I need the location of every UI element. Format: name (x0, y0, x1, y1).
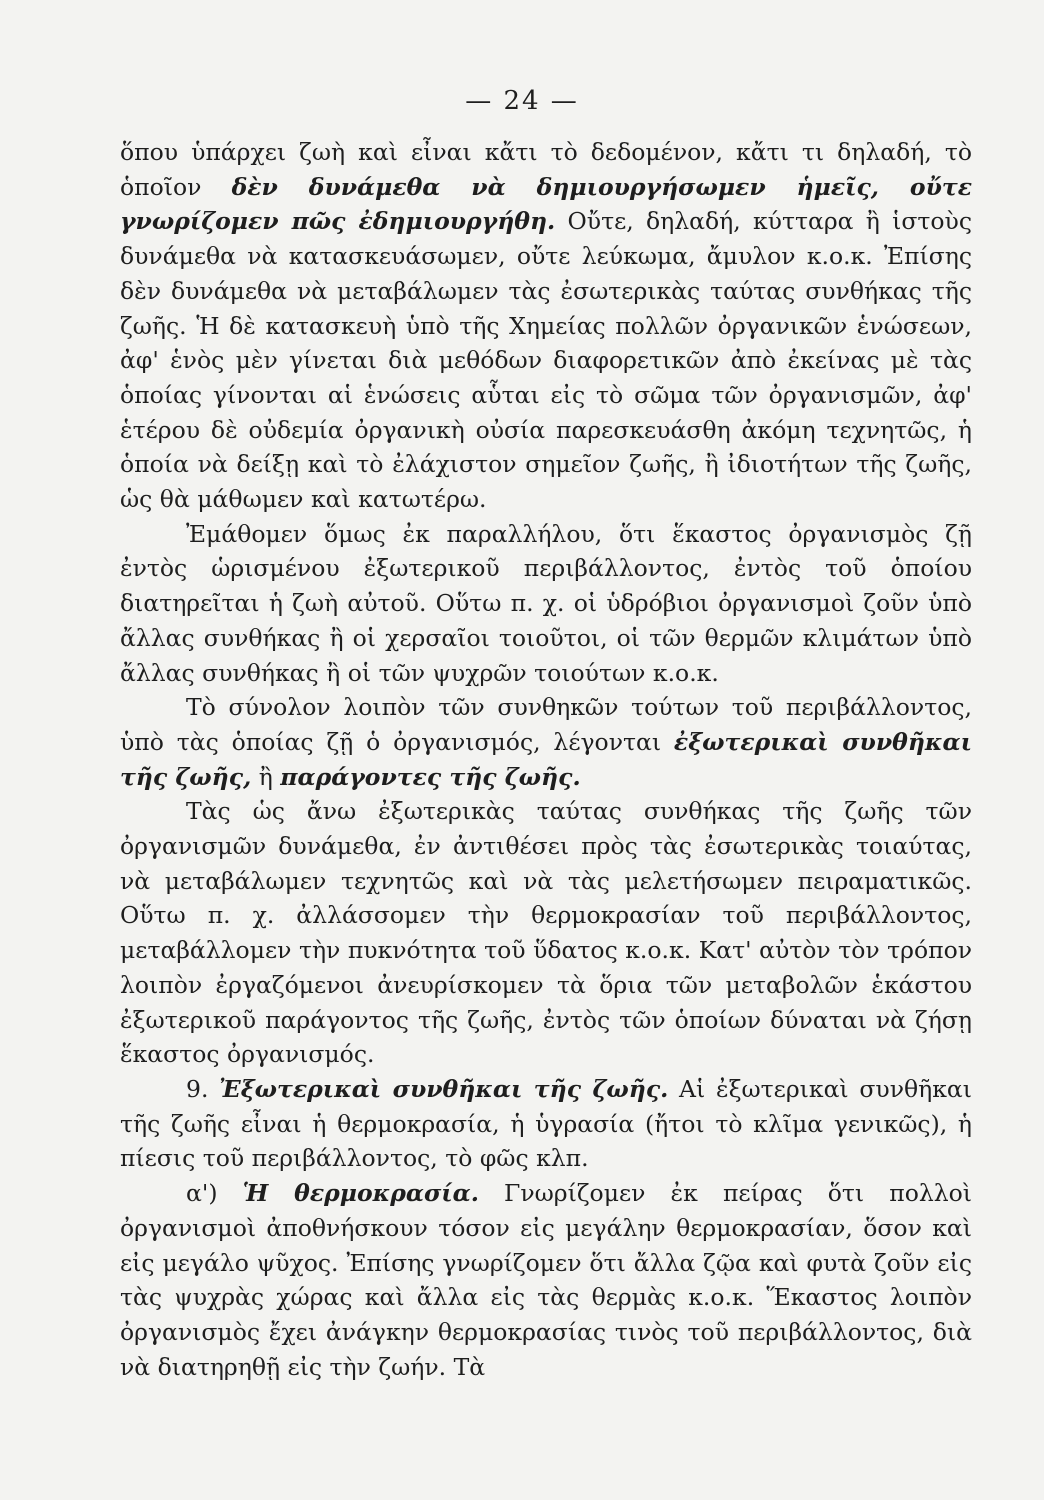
text-run: Τὸ σύνολον λοιπὸν τῶν συνθηκῶν τούτων τοῦ περιβάλλοντος, ὑπὸ τὰς ὁποίας ζῇ ὁ ὀργανισμός, λέγονται (120, 693, 972, 756)
emphasized-text: παράγοντες τῆς ζωῆς. (280, 762, 581, 791)
section-heading: Ἐξωτερικαὶ συνθῆκαι τῆς ζωῆς. (219, 1074, 669, 1103)
text-run: Τὰς ὡς ἄνω ἐξωτερικὰς ταύτας συνθήκας τῆς ζωῆς τῶν ὀργανισμῶν δυνάμεθα, ἐν ἀντιθέσει πρὸς τὰς ἐσωτερικὰς τοιαύτας, νὰ μεταβάλωμεν τεχνητῶς καὶ νὰ τὰς μελετήσωμεν πειραματικῶς. Οὕτω π. χ. ἀλλάσσομεν τὴν θερμοκρασίαν τοῦ περιβάλλοντος, μεταβάλλομεν τὴν πυκνότητα τοῦ ὕδατος κ.ο.κ. Κατ' αὐτὸν τὸν τρόπον λοιπὸν ἐργαζόμενοι ἀνευρίσκομεν τὰ ὅρια τῶν μεταβολῶν ἑκάστου ἐξωτερικοῦ παράγοντος τῆς ζωῆς, ἐντὸς τῶν ὁποίων δύναται νὰ ζήσῃ ἕκαστος ὀργανισμός. (120, 797, 972, 1069)
text-run: ὅπου ὑπάρχει ζωὴ καὶ εἶναι κἄτι τὸ δεδομένον, κἄτι τι δηλαδή, τὸ ὁποῖον (120, 138, 972, 201)
text-run: Ἐμάθομεν ὅμως ἐκ παραλλήλου, ὅτι ἕκαστος ὀργανισμὸς ζῇ ἐντὸς ὡρισμένου ἐξωτερικοῦ περιβάλλοντος, ἐντὸς τοῦ ὁποίου διατηρεῖται ἡ ζωὴ αὐτοῦ. Οὕτω π. χ. οἱ ὑδρόβιοι ὀργανισμοὶ ζοῦν ὑπὸ ἄλλας συνθήκας ἢ οἱ χερσαῖοι τοιοῦτοι, οἱ τῶν θερμῶν κλιμάτων ὑπὸ ἄλλας συνθήκας ἢ οἱ τῶν ψυχρῶν τοιούτων κ.ο.κ. (120, 519, 972, 687)
paragraph-4 (120, 794, 972, 1072)
subsection-marker: α') (186, 1179, 243, 1208)
paragraph-2 (120, 517, 972, 691)
subsection-a-paragraph (120, 1176, 972, 1384)
text-run: Αἱ ἐξωτερικαὶ συνθῆκαι τῆς ζωῆς εἶναι ἡ θερμοκρασία, ἡ ὑγρασία (ἤτοι τὸ κλῖμα γενικῶς), ἡ πίεσις τοῦ περιβάλλοντος, τὸ φῶς κλπ. (120, 1074, 972, 1173)
text-run: Γνωρίζομεν ἐκ πείρας ὅτι πολλοὶ ὀργανισμοὶ ἀποθνήσκουν τόσον εἰς μεγάλην θερμοκρασίαν, ὅσον καὶ εἰς μεγάλο ψῦχος. Ἐπίσης γνωρίζομεν ὅτι ἄλλα ζῷα καὶ φυτὰ ζοῦν εἰς τὰς ψυχρὰς χώρας καὶ ἄλλα εἰς τὰς θερμὰς κ.ο.κ. Ἕκαστος λοιπὸν ὀργανισμὸς ἔχει ἀνάγκην θερμοκρασίας τινὸς τοῦ περιβάλλοντος, διὰ νὰ διατηρηθῇ εἰς τὴν ζωήν. Τὰ (120, 1179, 972, 1381)
text-run: ἢ (251, 762, 281, 791)
page-number: — 24 — (465, 86, 579, 116)
text-run: Οὔτε, δηλαδή, κύτταρα ἢ ἱστοὺς δυνάμεθα νὰ κατασκευάσωμεν, οὔτε λεύκωμα, ἄμυλον κ.ο.κ. Ἐπίσης δὲν δυνάμεθα νὰ μεταβάλωμεν τὰς ἐσωτερικὰς ταύτας συνθήκας τῆς ζωῆς. Ἡ δὲ κατασκευὴ ὑπὸ τῆς Χημείας πολλῶν ὀργανικῶν ἑνώσεων, ἀφ' ἑνὸς μὲν γίνεται διὰ μεθόδων διαφορετικῶν ἀπὸ ἐκείνας μὲ τὰς ὁποίας γίνονται αἱ ἑνώσεις αὗται εἰς τὸ σῶμα τῶν ὀργανισμῶν, ἀφ' ἑτέρου δὲ οὐδεμία ὀργανικὴ οὐσία παρεσκευάσθη ἀκόμη τεχνητῶς, ἡ ὁποία νὰ δείξῃ καὶ τὸ ἐλάχιστον σημεῖον ζωῆς, ἢ ἰδιοτήτων τῆς ζωῆς, ὡς θὰ μάθωμεν καὶ κατωτέρω. (120, 207, 973, 514)
emphasized-text: δὲν δυνάμεθα νὰ δημιουργήσωμεν ἡμεῖς, οὔτε γνωρίζομεν πῶς ἐδημιουργήθη. (120, 172, 972, 236)
section-9-paragraph (120, 1072, 972, 1176)
paragraph-1 (120, 135, 972, 517)
section-number: 9. (186, 1074, 220, 1103)
body-text (120, 135, 972, 1384)
emphasized-text: ἐξωτερικαὶ συνθῆκαι τῆς ζωῆς, (120, 727, 972, 791)
paragraph-3 (120, 690, 972, 794)
subsection-heading: Ἡ θερμοκρασία. (242, 1179, 479, 1208)
